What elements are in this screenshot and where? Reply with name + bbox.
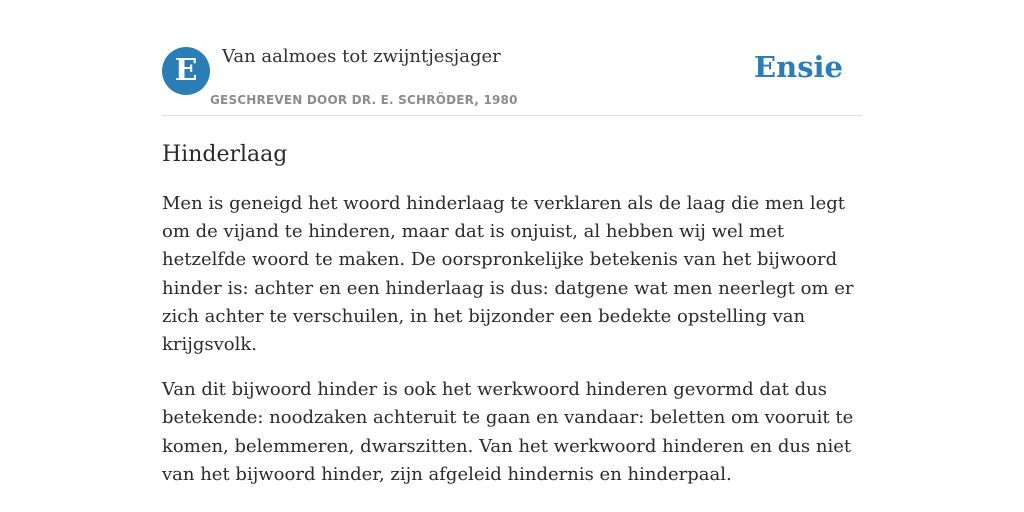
ensie-brand-logo[interactable]: Ensie — [754, 50, 843, 84]
byline: GESCHREVEN DOOR DR. E. SCHRÖDER, 1980 — [210, 93, 518, 107]
entry-paragraph-1: Men is geneigd het woord hinderlaag te verklaren als de laag die men legt om de vijand te hinderen, maar dat is onjuist, al hebben wij wel met hetzelfde woord te maken. De oorspronkelijke betekenis van het bijwoord hinder is: achter en een hinderlaag is dus: datgene wat men neerlegt om er zich achter te verschuilen, in het bijzonder een bedekte opstelling van krijgsvolk. — [162, 193, 854, 356]
entry-card — [162, 45, 862, 489]
ensie-logo-badge[interactable]: E — [162, 47, 210, 95]
entry-paragraph-2: Van dit bijwoord hinder is ook het werkwoord hinderen gevormd dat dus betekende: noodzaken achteruit te gaan en vandaar: beletten om vooruit te komen, belemmeren, dwarszitten. Van het werkwoord hinderen en dus niet van het bijwoord hinder, zijn afgeleid hindernis en hinderpaal. — [162, 379, 854, 485]
entry-title: Hinderlaag — [162, 142, 288, 167]
book-title[interactable]: Van aalmoes tot zwijntjesjager — [222, 46, 501, 67]
page-header — [162, 45, 862, 116]
